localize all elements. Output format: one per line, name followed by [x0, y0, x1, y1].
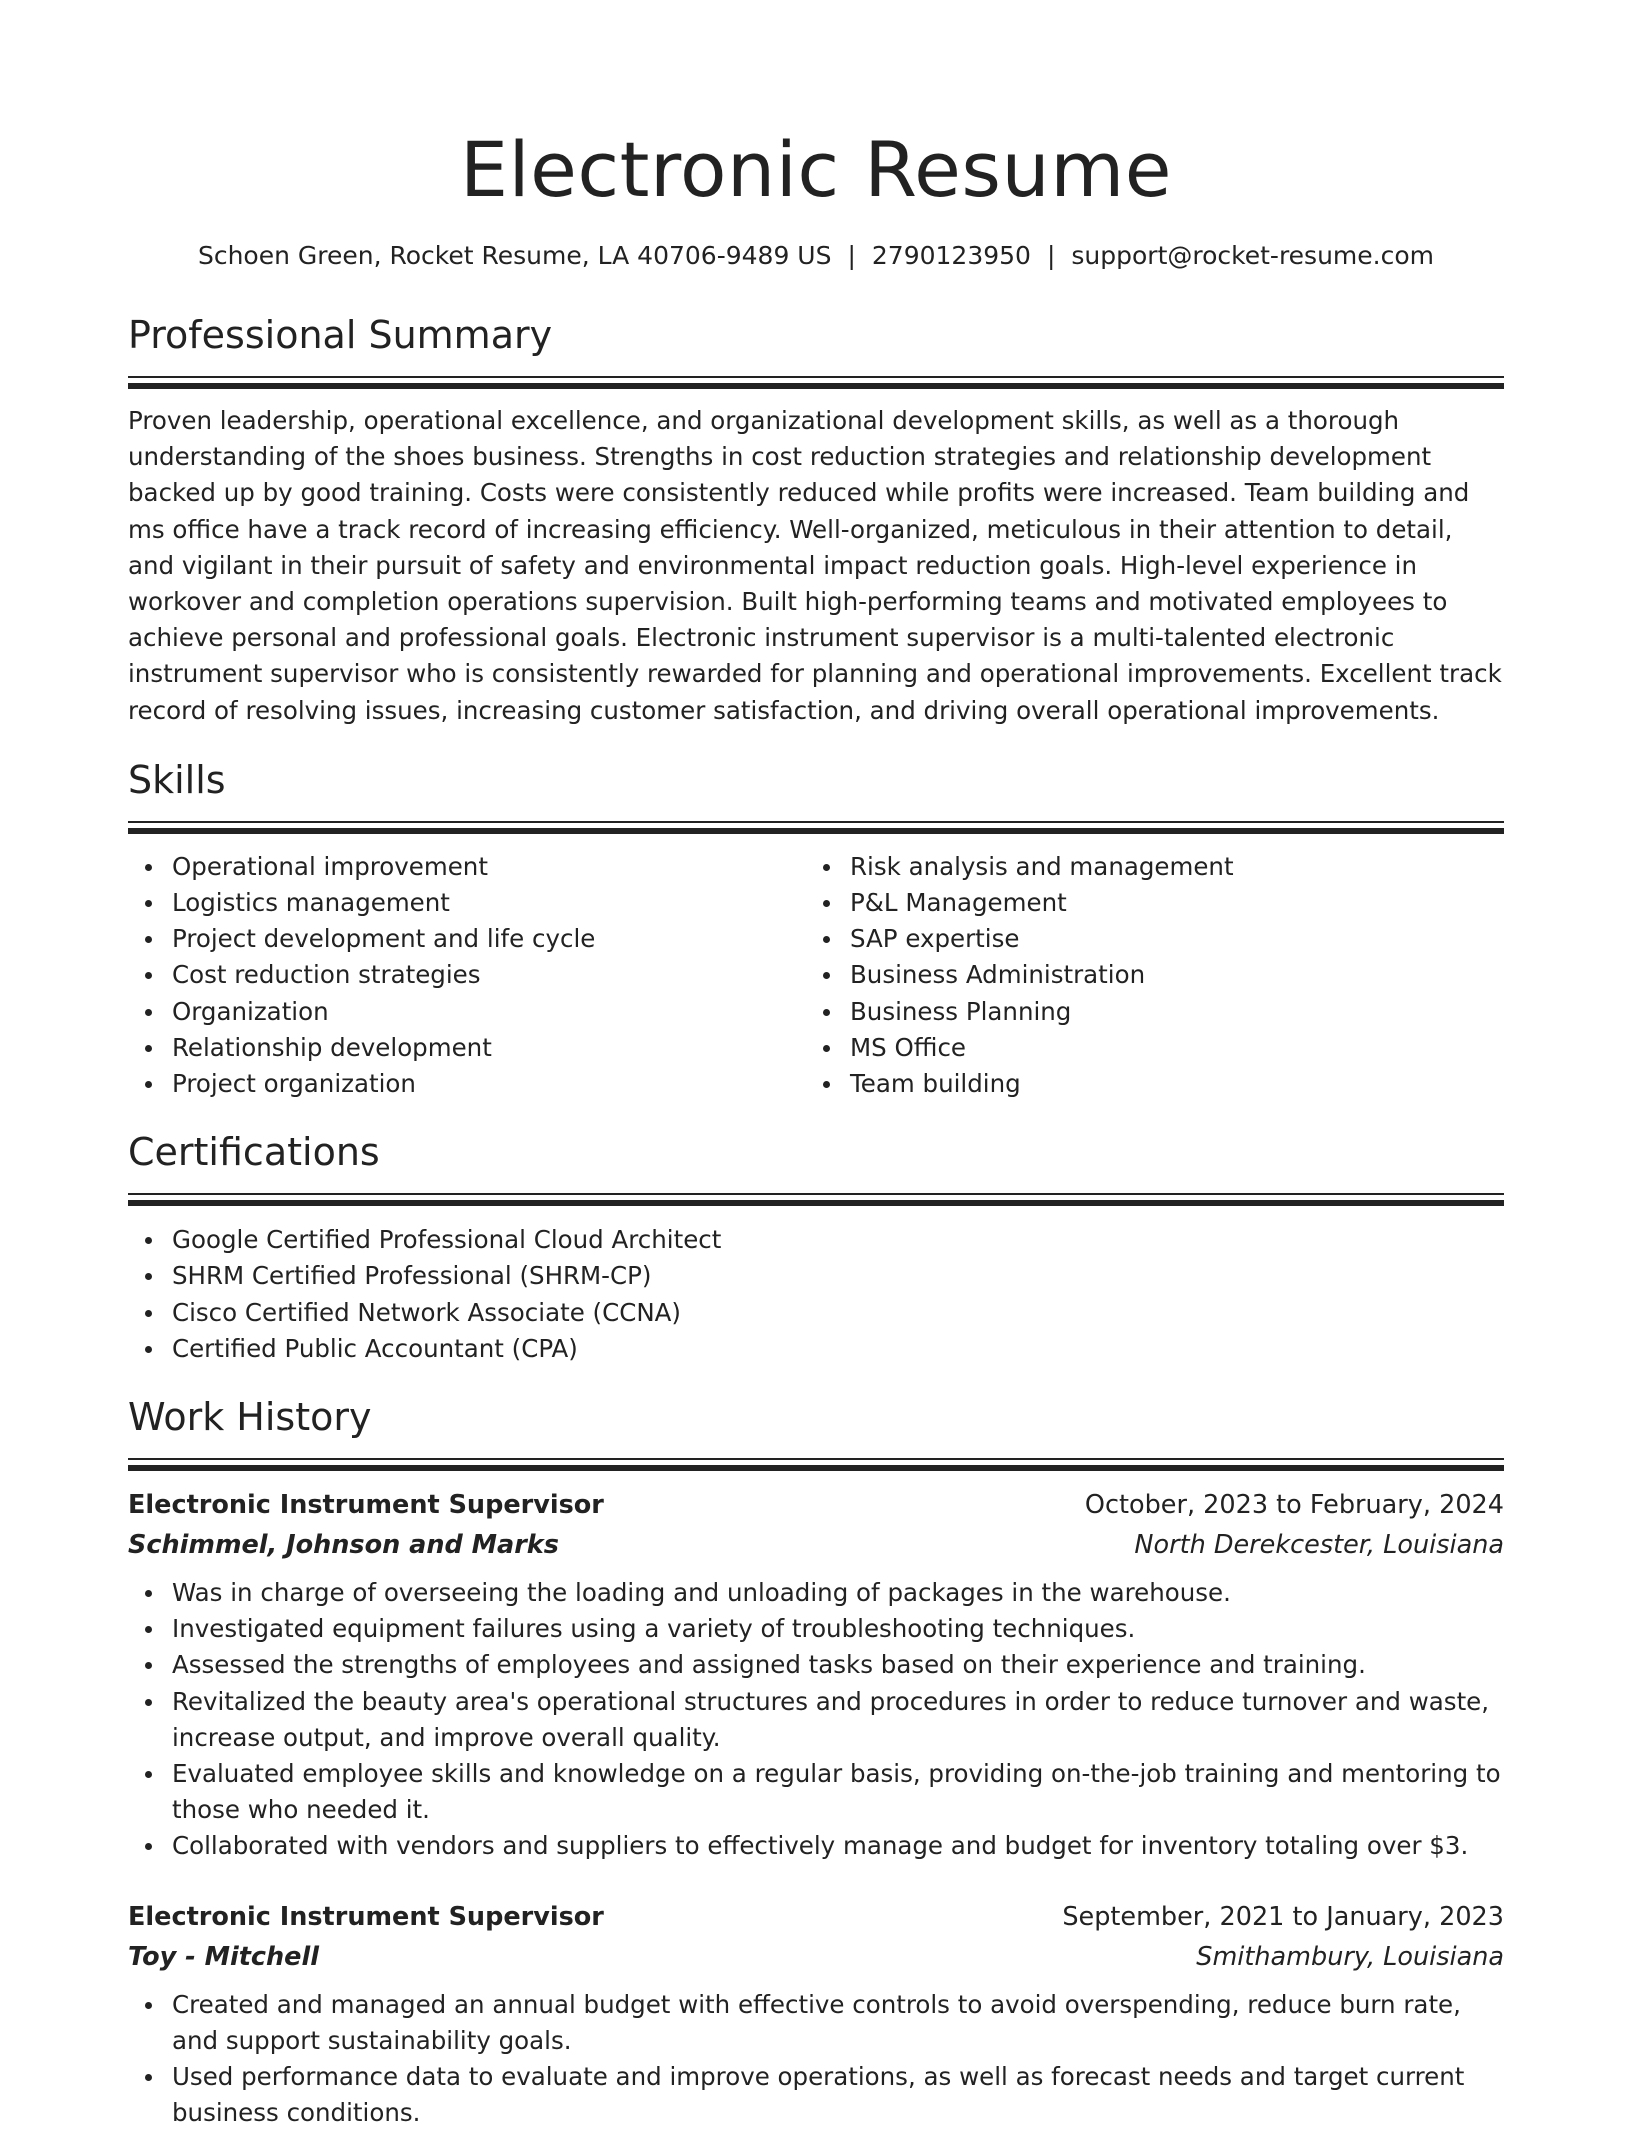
summary-section — [128, 310, 1504, 729]
certification-item: SHRM Certified Professional (SHRM-CP) — [128, 1258, 1504, 1294]
certifications-section — [128, 1127, 1504, 1367]
job-location: North Derekcester, Louisiana — [1134, 1530, 1504, 1561]
section-divider — [128, 821, 1504, 834]
skill-item: Business Planning — [806, 994, 1484, 1030]
section-heading-certifications: Certifications — [128, 1130, 380, 1175]
job-header-row — [128, 1485, 1504, 1525]
job-bullets — [128, 1575, 1504, 1865]
contact-phone: 2790123950 — [871, 241, 1031, 270]
section-heading-work-history: Work History — [128, 1395, 372, 1440]
job-header-row — [128, 1897, 1504, 1937]
job-subheader-row — [128, 1525, 1504, 1565]
skill-item: Project organization — [128, 1066, 806, 1102]
job-bullet: Investigated equipment failures using a variety of troubleshooting techniques. — [128, 1611, 1504, 1647]
contact-separator: | — [1046, 241, 1056, 270]
certifications-list — [128, 1222, 1504, 1367]
skill-item: Risk analysis and management — [806, 849, 1484, 885]
job-entry — [128, 1897, 1504, 2132]
skill-item: Operational improvement — [128, 849, 806, 885]
contact-separator: | — [847, 241, 856, 270]
section-divider — [128, 1458, 1504, 1471]
section-heading-summary: Professional Summary — [128, 313, 553, 357]
job-title: Electronic Instrument Supervisor — [128, 1490, 604, 1521]
skill-item: P&L Management — [806, 885, 1484, 921]
resume-title: Electronic Resume — [460, 125, 1172, 214]
job-entry — [128, 1485, 1504, 1865]
section-divider — [128, 376, 1504, 389]
certification-item: Certified Public Accountant (CPA) — [128, 1331, 1504, 1367]
summary-text: Proven leadership, operational excellence, and organizational development skills, as well as a thorough understanding of the shoes business. Strengths in cost reduction strategies and relationship development backed up by good training. Costs were consistently reduced while profits were increased. Team building and ms office have a track record of increasing efficiency. Well-organized, meticulous in their attention to detail, and vigilant in their pursuit of safety and environmental impact reduction goals. High-level experience in workover and completion operations supervision. Built high-performing teams and motivated employees to achieve personal and professional goals. Electronic instrument supervisor is a multi-talented electronic instrument supervisor who is consistently rewarded for planning and operational improvements. Excellent track record of resolving issues, increasing customer satisfaction, and driving overall operational improvements. — [128, 406, 1502, 725]
job-bullet: Collaborated with vendors and suppliers to effectively manage and budget for inventory totaling over $3. — [128, 1828, 1504, 1864]
skill-item: Project development and life cycle — [128, 921, 806, 957]
skill-item: SAP expertise — [806, 921, 1484, 957]
job-bullet: Was in charge of overseeing the loading and unloading of packages in the warehouse. — [128, 1575, 1504, 1611]
job-company: Toy - Mitchell — [128, 1941, 319, 1972]
job-bullet: Used performance data to evaluate and improve operations, as well as forecast needs and target current business conditions. — [128, 2059, 1504, 2131]
job-title: Electronic Instrument Supervisor — [128, 1901, 604, 1932]
skill-item: Relationship development — [128, 1030, 806, 1066]
job-bullet: Created and managed an annual budget with effective controls to avoid overspending, reduce burn rate, and support sustainability goals. — [128, 1987, 1504, 2059]
certification-item: Google Certified Professional Cloud Architect — [128, 1222, 1504, 1258]
skill-item: MS Office — [806, 1030, 1484, 1066]
job-dates: October, 2023 to February, 2024 — [1084, 1490, 1504, 1521]
skill-item: Team building — [806, 1066, 1484, 1102]
job-company: Schimmel, Johnson and Marks — [128, 1530, 559, 1561]
job-subheader-row — [128, 1937, 1504, 1977]
skill-item: Logistics management — [128, 885, 806, 921]
work-history-section — [128, 1392, 1504, 2131]
contact-line — [128, 239, 1504, 273]
contact-email[interactable]: support@rocket-resume.com — [1071, 241, 1435, 270]
skill-item: Business Administration — [806, 957, 1484, 993]
skill-item: Cost reduction strategies — [128, 957, 806, 993]
resume-page — [128, 0, 1504, 2132]
skills-section — [128, 755, 1504, 1102]
job-bullet: Revitalized the beauty area's operational structures and procedures in order to reduce turnover and waste, increase output, and improve overall quality. — [128, 1684, 1504, 1756]
job-dates: September, 2021 to January, 2023 — [1062, 1901, 1504, 1932]
job-location: Smithambury, Louisiana — [1196, 1941, 1504, 1972]
section-heading-skills: Skills — [128, 757, 226, 802]
skills-column-right — [806, 849, 1484, 1102]
certification-item: Cisco Certified Network Associate (CCNA) — [128, 1295, 1504, 1331]
job-bullet: Assessed the strengths of employees and assigned tasks based on their experience and training. — [128, 1647, 1504, 1683]
skill-item: Organization — [128, 994, 806, 1030]
section-divider — [128, 1193, 1504, 1206]
skills-grid — [128, 849, 1504, 1102]
job-bullets — [128, 1987, 1504, 2132]
job-bullet: Evaluated employee skills and knowledge on a regular basis, providing on-the-job training and mentoring to those who needed it. — [128, 1756, 1504, 1828]
skills-column-left — [128, 849, 806, 1102]
contact-address: Schoen Green, Rocket Resume, LA 40706-9489 US — [197, 241, 832, 270]
